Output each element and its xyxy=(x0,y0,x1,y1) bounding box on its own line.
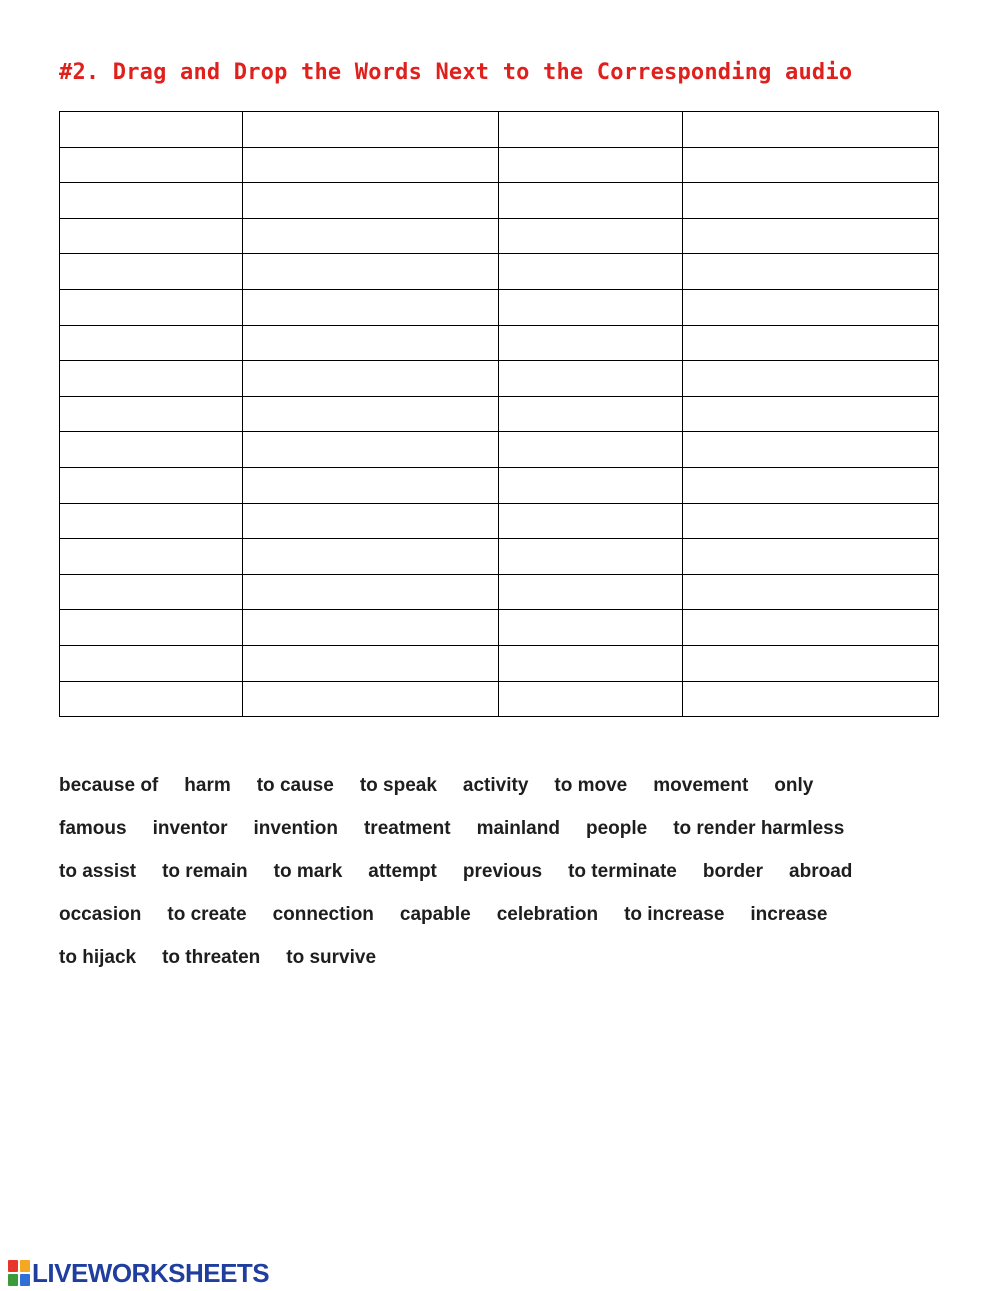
drop-cell[interactable] xyxy=(243,361,499,397)
drop-cell[interactable] xyxy=(499,681,683,717)
drop-cell[interactable] xyxy=(683,147,939,183)
drop-cell[interactable] xyxy=(243,254,499,290)
drop-cell[interactable] xyxy=(499,147,683,183)
drop-cell[interactable] xyxy=(683,681,939,717)
drop-cell[interactable] xyxy=(499,361,683,397)
drop-cell[interactable] xyxy=(60,218,243,254)
drop-cell[interactable] xyxy=(243,645,499,681)
drop-cell[interactable] xyxy=(60,289,243,325)
draggable-word[interactable]: to assist xyxy=(59,861,137,882)
drop-cell[interactable] xyxy=(499,574,683,610)
draggable-word[interactable]: capable xyxy=(399,904,471,925)
word-line xyxy=(59,813,959,856)
drop-cell[interactable] xyxy=(499,503,683,539)
drop-cell[interactable] xyxy=(60,396,243,432)
drop-cell[interactable] xyxy=(499,467,683,503)
draggable-word[interactable]: increase xyxy=(750,904,828,925)
drop-cell[interactable] xyxy=(243,539,499,575)
drop-cell[interactable] xyxy=(60,645,243,681)
draggable-word[interactable]: famous xyxy=(59,818,127,839)
draggable-word[interactable]: connection xyxy=(272,904,374,925)
drop-cell[interactable] xyxy=(60,183,243,219)
draggable-word[interactable]: occasion xyxy=(59,904,142,925)
drop-cell[interactable] xyxy=(499,610,683,646)
drop-cell[interactable] xyxy=(499,645,683,681)
drop-cell[interactable] xyxy=(243,112,499,148)
logo-square xyxy=(8,1260,18,1272)
draggable-word[interactable]: abroad xyxy=(789,861,853,882)
draggable-word[interactable]: to cause xyxy=(256,775,334,796)
drop-cell[interactable] xyxy=(243,289,499,325)
drop-cell[interactable] xyxy=(243,147,499,183)
logo-square xyxy=(20,1260,30,1272)
drop-cell[interactable] xyxy=(60,574,243,610)
drop-cell[interactable] xyxy=(60,147,243,183)
draggable-word[interactable]: border xyxy=(702,861,764,882)
table-row xyxy=(60,325,939,361)
table-row xyxy=(60,147,939,183)
table-row xyxy=(60,183,939,219)
logo-square xyxy=(20,1274,30,1286)
drop-cell[interactable] xyxy=(243,432,499,468)
drop-cell[interactable] xyxy=(683,539,939,575)
drop-cell[interactable] xyxy=(243,325,499,361)
word-line xyxy=(59,942,959,985)
word-line xyxy=(59,770,959,813)
drop-cell[interactable] xyxy=(60,254,243,290)
drop-cell[interactable] xyxy=(60,503,243,539)
drop-cell[interactable] xyxy=(499,289,683,325)
drop-cell[interactable] xyxy=(683,112,939,148)
draggable-word[interactable]: activity xyxy=(462,775,529,796)
word-line xyxy=(59,856,959,899)
drop-cell[interactable] xyxy=(499,183,683,219)
draggable-word[interactable]: to move xyxy=(554,775,628,796)
drop-cell[interactable] xyxy=(499,432,683,468)
draggable-word[interactable]: to speak xyxy=(359,775,437,796)
page-title: #2. Drag and Drop the Words Next to the Corresponding audio xyxy=(59,60,853,85)
drop-cell[interactable] xyxy=(683,503,939,539)
drop-cell[interactable] xyxy=(60,361,243,397)
drop-cell[interactable] xyxy=(60,112,243,148)
table-row xyxy=(60,361,939,397)
table-row xyxy=(60,396,939,432)
drop-cell[interactable] xyxy=(683,325,939,361)
drop-cell[interactable] xyxy=(60,539,243,575)
drop-cell[interactable] xyxy=(499,218,683,254)
draggable-word[interactable]: celebration xyxy=(496,904,599,925)
drop-cell[interactable] xyxy=(683,254,939,290)
draggable-word[interactable]: people xyxy=(585,818,648,839)
drop-cell[interactable] xyxy=(243,467,499,503)
drop-cell[interactable] xyxy=(60,681,243,717)
drop-cell[interactable] xyxy=(499,325,683,361)
draggable-word[interactable]: harm xyxy=(184,775,231,796)
drop-cell[interactable] xyxy=(683,467,939,503)
table-row xyxy=(60,112,939,148)
drop-cell[interactable] xyxy=(683,289,939,325)
draggable-word[interactable]: previous xyxy=(462,861,543,882)
draggable-word[interactable]: invention xyxy=(253,818,338,839)
drop-cell[interactable] xyxy=(243,183,499,219)
drop-cell[interactable] xyxy=(683,432,939,468)
drop-cell[interactable] xyxy=(60,432,243,468)
draggable-word[interactable]: only xyxy=(774,775,814,796)
draggable-word[interactable]: treatment xyxy=(363,818,451,839)
draggable-word[interactable]: attempt xyxy=(368,861,437,882)
drop-cell[interactable] xyxy=(499,539,683,575)
logo-icon xyxy=(8,1260,30,1286)
drop-cell[interactable] xyxy=(683,361,939,397)
drop-cell[interactable] xyxy=(683,610,939,646)
draggable-word[interactable]: to increase xyxy=(624,904,725,925)
word-bank xyxy=(59,770,959,985)
drop-cell[interactable] xyxy=(683,645,939,681)
drop-cell[interactable] xyxy=(60,325,243,361)
table-row xyxy=(60,503,939,539)
drop-cell[interactable] xyxy=(243,681,499,717)
drop-cell[interactable] xyxy=(243,503,499,539)
draggable-word[interactable]: to terminate xyxy=(568,861,677,882)
drop-cell[interactable] xyxy=(683,574,939,610)
drop-cell[interactable] xyxy=(243,396,499,432)
logo-square xyxy=(8,1274,18,1286)
drop-cell[interactable] xyxy=(60,467,243,503)
draggable-word[interactable]: mainland xyxy=(476,818,560,839)
draggable-word[interactable]: movement xyxy=(653,775,749,796)
drop-cell[interactable] xyxy=(499,112,683,148)
table-row xyxy=(60,610,939,646)
logo-text: LIVEWORKSHEETS xyxy=(32,1258,270,1288)
draggable-word[interactable]: to survive xyxy=(286,947,377,968)
table-row xyxy=(60,218,939,254)
drop-cell[interactable] xyxy=(243,574,499,610)
drop-cell[interactable] xyxy=(683,218,939,254)
table-row xyxy=(60,539,939,575)
draggable-word[interactable]: inventor xyxy=(152,818,228,839)
draggable-word[interactable]: to remain xyxy=(162,861,248,882)
drop-cell[interactable] xyxy=(683,183,939,219)
drop-cell[interactable] xyxy=(243,218,499,254)
draggable-word[interactable]: to render harmless xyxy=(673,818,845,839)
drop-cell[interactable] xyxy=(499,254,683,290)
drop-cell[interactable] xyxy=(60,610,243,646)
draggable-word[interactable]: because of xyxy=(59,775,159,796)
table-row xyxy=(60,681,939,717)
table-row xyxy=(60,289,939,325)
draggable-word[interactable]: to mark xyxy=(273,861,343,882)
table-row xyxy=(60,254,939,290)
drop-cell[interactable] xyxy=(499,396,683,432)
draggable-word[interactable]: to threaten xyxy=(162,947,261,968)
drop-cell[interactable] xyxy=(683,396,939,432)
drop-cell[interactable] xyxy=(243,610,499,646)
table-row xyxy=(60,574,939,610)
answer-table xyxy=(59,111,939,717)
table-row xyxy=(60,467,939,503)
liveworksheets-logo xyxy=(8,1258,269,1288)
word-line xyxy=(59,899,959,942)
table-row xyxy=(60,432,939,468)
table-row xyxy=(60,645,939,681)
draggable-word[interactable]: to create xyxy=(167,904,247,925)
draggable-word[interactable]: to hijack xyxy=(59,947,137,968)
